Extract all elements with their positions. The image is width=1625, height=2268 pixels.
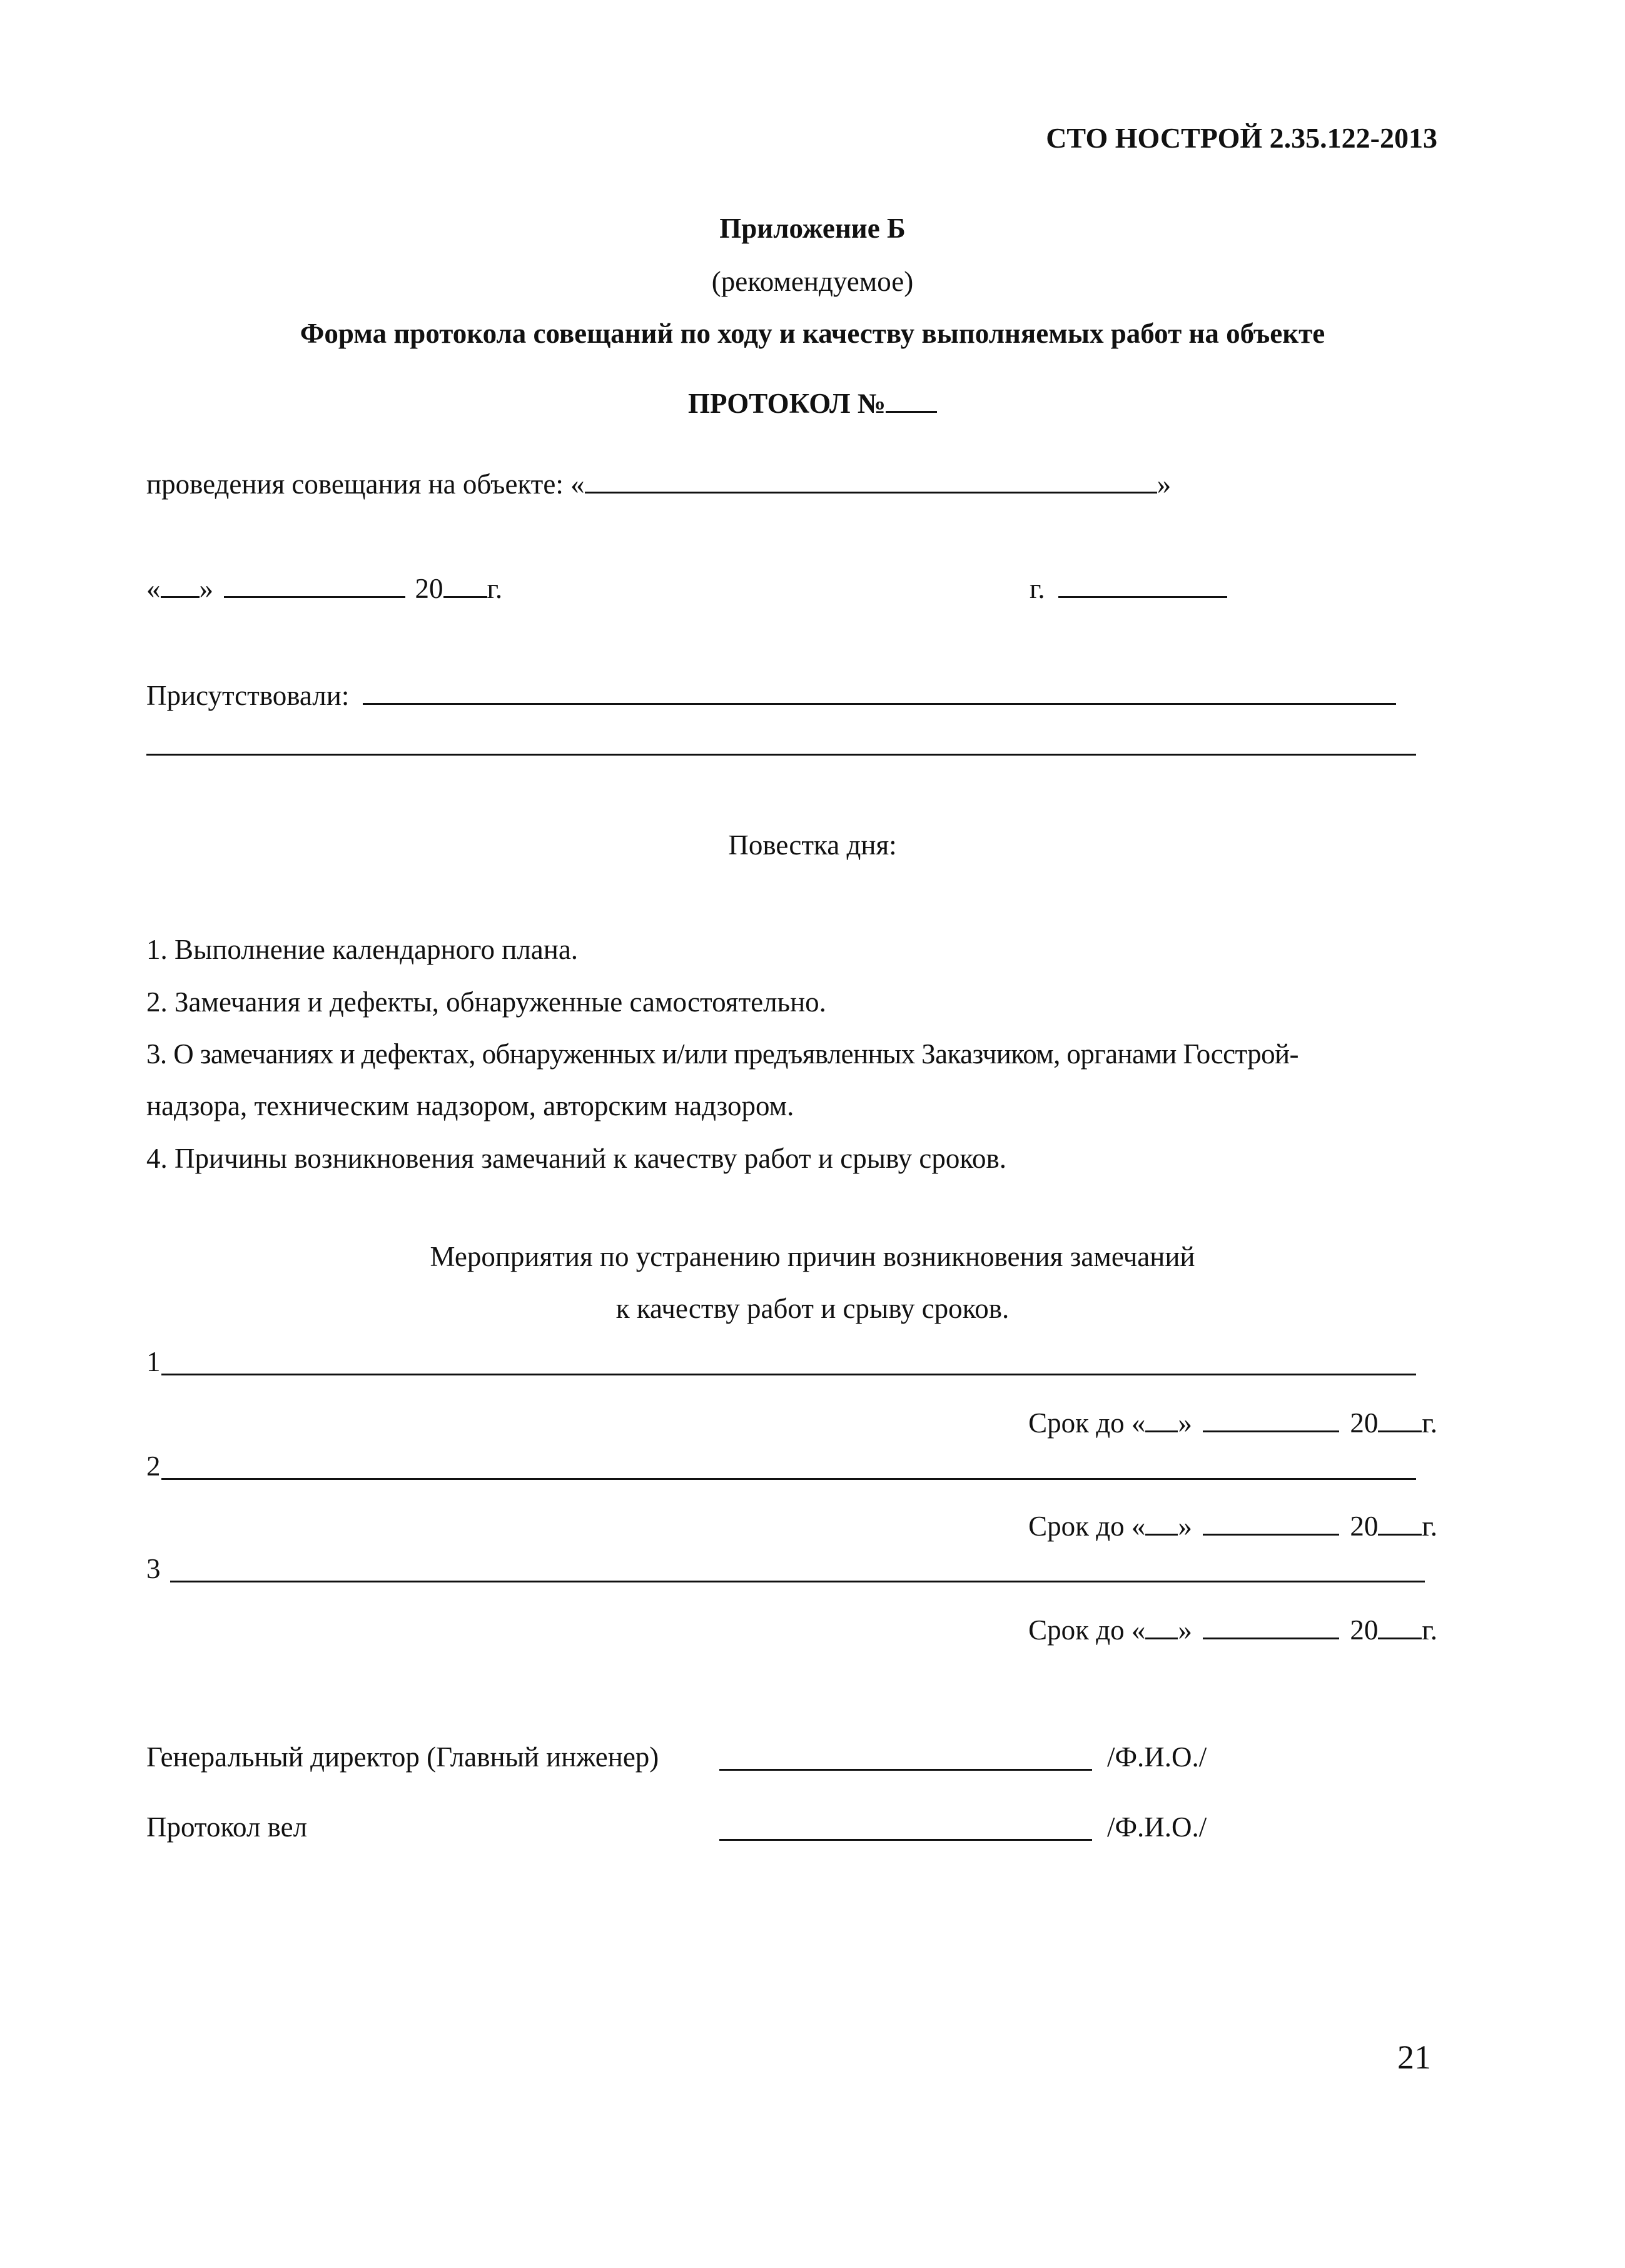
protocol-label: ПРОТОКОЛ № bbox=[688, 388, 886, 419]
year-field[interactable] bbox=[443, 571, 487, 598]
deadline-row-1 bbox=[1028, 1405, 1437, 1437]
deadline-year-field-3[interactable] bbox=[1378, 1612, 1422, 1639]
signature-field-1[interactable] bbox=[719, 1769, 1092, 1771]
deadline-year-field-2[interactable] bbox=[1378, 1509, 1422, 1536]
city-prefix: г. bbox=[1030, 573, 1045, 604]
measures-heading-line2: к качеству работ и срыву сроков. bbox=[615, 1293, 1010, 1324]
attendees-row bbox=[146, 678, 1396, 710]
signature-fio-2: /Ф.И.О./ bbox=[1107, 1811, 1207, 1843]
measure-number-2: 2 bbox=[146, 1450, 161, 1482]
protocol-number-field[interactable] bbox=[886, 386, 937, 413]
appendix-title: Приложение Б bbox=[719, 213, 906, 244]
meeting-object-row bbox=[146, 467, 1171, 499]
attendees-field-1[interactable] bbox=[363, 678, 1396, 705]
deadline-close: » bbox=[1178, 1614, 1192, 1646]
deadline-year-suffix: г. bbox=[1422, 1614, 1437, 1646]
attendees-label: Присутствовали: bbox=[146, 680, 350, 711]
deadline-month-field-3[interactable] bbox=[1203, 1612, 1339, 1639]
deadline-prefix: Срок до « bbox=[1028, 1511, 1146, 1542]
signature-role-1: Генеральный директор (Главный инженер) bbox=[146, 1741, 659, 1773]
agenda-item-3: 3. О замечаниях и дефектах, обнаруженных и/или предъявленных Заказчиком, органами Госстрой- bbox=[146, 1038, 1298, 1070]
date-close-quote: » bbox=[199, 573, 213, 604]
deadline-prefix: Срок до « bbox=[1028, 1407, 1146, 1439]
appendix-type: (рекомендуемое) bbox=[711, 266, 914, 297]
page-number: 21 bbox=[1397, 2038, 1431, 2076]
measure-field-2[interactable] bbox=[161, 1478, 1416, 1480]
deadline-year-prefix: 20 bbox=[1350, 1511, 1379, 1542]
measure-field-1[interactable] bbox=[161, 1374, 1416, 1375]
object-prefix: проведения совещания на объекте: « bbox=[146, 468, 585, 500]
deadline-close: » bbox=[1178, 1511, 1192, 1542]
day-field[interactable] bbox=[161, 571, 200, 598]
deadline-day-field-1[interactable] bbox=[1145, 1405, 1178, 1432]
standard-code: СТО НОСТРОЙ 2.35.122-2013 bbox=[1046, 122, 1437, 154]
deadline-year-suffix: г. bbox=[1422, 1407, 1437, 1439]
date-open-quote: « bbox=[146, 573, 161, 604]
form-name: Форма протокола совещаний по ходу и качеству выполняемых работ на объекте bbox=[300, 318, 1325, 349]
deadline-month-field-1[interactable] bbox=[1203, 1405, 1339, 1432]
deadline-row-3 bbox=[1028, 1612, 1437, 1644]
deadline-year-prefix: 20 bbox=[1350, 1407, 1379, 1439]
protocol-title bbox=[0, 386, 1625, 418]
deadline-close: » bbox=[1178, 1407, 1192, 1439]
year-prefix: 20 bbox=[415, 573, 443, 604]
meeting-date-row bbox=[146, 571, 502, 603]
deadline-prefix: Срок до « bbox=[1028, 1614, 1146, 1646]
signature-role-2: Протокол вел bbox=[146, 1811, 308, 1843]
object-name-field[interactable] bbox=[585, 467, 1157, 494]
city-field[interactable] bbox=[1058, 571, 1227, 598]
month-field[interactable] bbox=[224, 571, 405, 598]
deadline-day-field-2[interactable] bbox=[1145, 1509, 1178, 1536]
agenda-item-4: 4. Причины возникновения замечаний к качеству работ и срыву сроков. bbox=[146, 1143, 1006, 1174]
deadline-row-2 bbox=[1028, 1509, 1437, 1541]
signature-field-2[interactable] bbox=[719, 1839, 1092, 1841]
agenda-heading: Повестка дня: bbox=[728, 829, 897, 861]
object-suffix: » bbox=[1157, 468, 1172, 500]
deadline-year-prefix: 20 bbox=[1350, 1614, 1379, 1646]
year-suffix: г. bbox=[487, 573, 503, 604]
deadline-day-field-3[interactable] bbox=[1145, 1612, 1178, 1639]
measure-field-3[interactable] bbox=[170, 1581, 1425, 1582]
agenda-item-3-cont: надзора, техническим надзором, авторским надзором. bbox=[146, 1090, 794, 1121]
measure-number-1: 1 bbox=[146, 1346, 161, 1377]
agenda-item-1: 1. Выполнение календарного плана. bbox=[146, 934, 579, 965]
signature-fio-1: /Ф.И.О./ bbox=[1107, 1741, 1207, 1773]
meeting-city-row bbox=[1030, 571, 1227, 603]
measures-heading-line1: Мероприятия по устранению причин возникновения замечаний bbox=[430, 1241, 1195, 1272]
attendees-field-2[interactable] bbox=[146, 754, 1416, 756]
deadline-year-field-1[interactable] bbox=[1378, 1405, 1422, 1432]
agenda-item-2: 2. Замечания и дефекты, обнаруженные самостоятельно. bbox=[146, 986, 826, 1018]
deadline-month-field-2[interactable] bbox=[1203, 1509, 1339, 1536]
deadline-year-suffix: г. bbox=[1422, 1511, 1437, 1542]
measure-number-3: 3 bbox=[146, 1553, 161, 1584]
